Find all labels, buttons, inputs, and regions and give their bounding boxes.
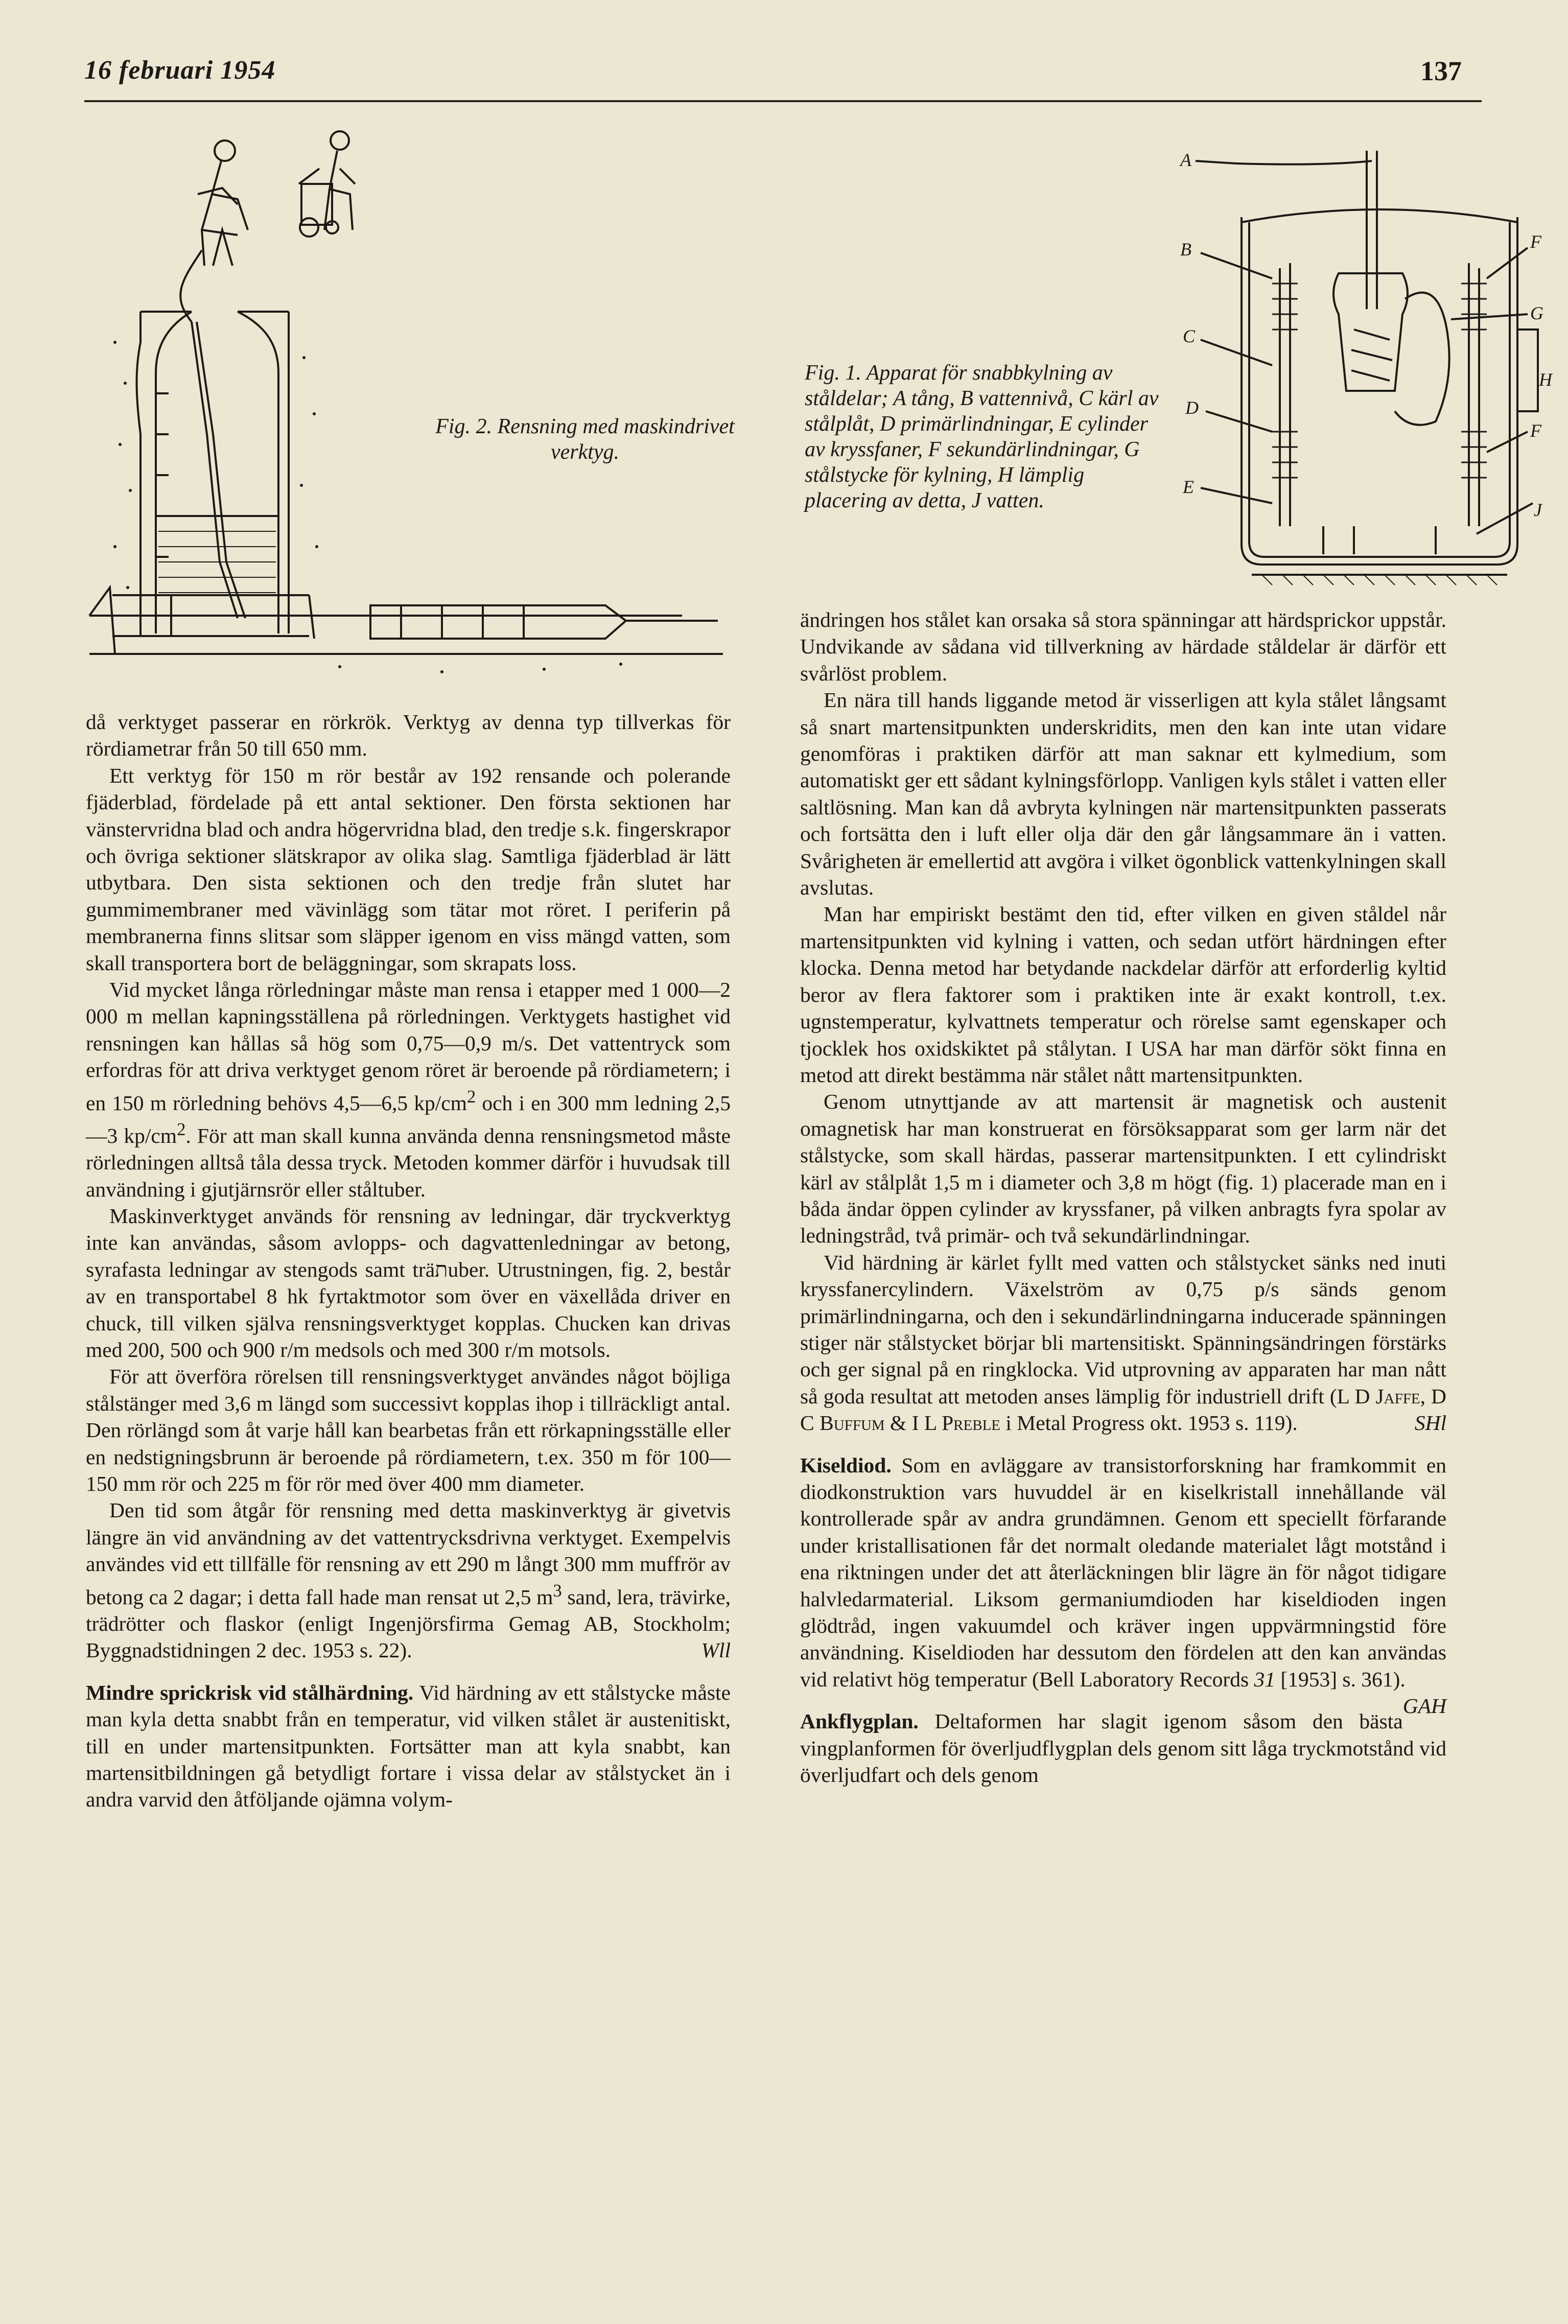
paragraph: Mindre sprickrisk vid stålhärdning. Vid härdning av ett stålstycke måste man kyla detta snabbt från en temperatur, vid vilken stålet är austenitiskt, till en under martensitpunkten. Fortsätter man att kyla snabbt, kan martensitbildningen gå betydligt fortare i vissa delar av stålstycket än i andra varvid den åtföljande ojämna volym- <box>86 1680 731 1812</box>
label-D: D <box>1185 397 1199 418</box>
paragraph: Ankflygplan. Deltaformen har slagit igenom såsom den bästa vingplanformen för överljudflygplan dels genom sitt låga tryckmotstånd vid överljudfart och dels genom <box>800 1709 1446 1787</box>
page-number: 137 <box>1420 56 1462 86</box>
paragraph: För att överföra rörelsen till rensningsverktyget användes något böjliga stålstänger med 3,6 m längd som successivt kopplas ihop i tillräckligt antal. Den rörlängd som åt varje håll kan bearbetas från ett rörkapningsställe eller en nedstigningsbrunn är beroende på rördiametern, t.ex. 350 m för 100—150 mm rör och 225 m för rör med över 400 mm diameter. <box>86 1365 731 1496</box>
paragraph: Genom utnyttjande av att martensit är magnetisk och austenit omagnetisk har man konstruerat en försöksapparat som ger larm när det stålstycke, som skall härdas, passerar martensitpunkten. I ett cylindriskt kärl av stålplåt 1,5 m i diameter och 3,8 m högt (fig. 1) placerade man en i båda ändar öppen cylinder av kryssfaner, på vilken anbragts fyra spolar av ledningstråd, två primär- och två sekundärlindningar. <box>800 1090 1446 1248</box>
paragraph: då verktyget passerar en rörkrök. Verktyg av denna typ tillverkas för rördiametrar från 50 till 650 mm. <box>86 710 731 761</box>
figure-1-caption: Fig. 1. Apparat för snabbkylning av ståldelar; A tång, B vattennivå, C kärl av stålplåt, D primärlindningar, E cylinder av kryssfaner, F sekundärlindningar, G stålstycke för kylning, H lämplig placering av detta, J vatten. <box>805 361 1159 512</box>
paragraph: Vid härdning är kärlet fyllt med vatten och stålstycket sänks ned inuti kryssfanercylindern. Växelström av 0,75 p/s sänds genom primärlindningarna, och den i sekundärlindningarna inducerade spänningen stiger när stålstycket börjar bli martensitiskt. Spänningsändringen förstärks och ger signal på en ringklocka. Vid utprovning av apparaten har man nått så goda resultat att metoden anses lämplig för industriell drift (L D Jaffe, D C Buffum & I L Preble i Metal Progress okt. 1953 s. 119). SHl <box>800 1249 1446 1437</box>
figure-1-diagram <box>1170 146 1552 595</box>
label-A: A <box>1180 150 1191 170</box>
figure-2-illustration <box>84 128 733 690</box>
label-B: B <box>1180 239 1191 260</box>
figure-2-caption: Fig. 2. Rensning med maskindrivet verktyg. <box>435 415 735 464</box>
paragraph: Ett verktyg för 150 m rör består av 192 rensande och polerande fjäderblad, fördelade på ett antal sektioner. Den första sektionen har vänstervridna blad och andra högervridna blad, den tredje s.k. fingerskrapor och övriga sektioner slätskrapor av olika slag. Samtliga fjäderblad är lätt utbytbara. Den sista sektionen och den tredje från slutet har gummimembraner med vävinlägg som tätar mot röret. I periferin på membranerna finns slitsar som släpper igenom en viss mängd vatten, som skall transportera bort de beläggningar, som skrapats loss. <box>86 763 731 975</box>
author-signature: GAH <box>1402 1694 1446 1718</box>
label-F-upper: F <box>1530 231 1541 252</box>
label-H: H <box>1539 369 1552 390</box>
label-C: C <box>1183 326 1196 346</box>
paragraph: Vid mycket långa rörledningar måste man rensa i etapper med 1 000—2 000 m mellan kapningsställena på rörledningen. Verktygets hastighet vid rensningen kan hållas så hög som 0,75—0,9 m/s. Det vattentryck som erfordras för att driva verktyget genom röret är beroende på rördiametern; i en 150 m rörledning behövs 4,5—6,5 $kp/cm^2$ och i en 300 mm ledning 2,5—3 $kp/cm^2$. För att man skall kunna använda denna rensningsmetod måste rörledningen alltså tåla dessa tryck. Metoden kommer därför i huvudsak till användning i gjutjärnsrör eller ståltuber. <box>86 978 731 1201</box>
label-J: J <box>1534 500 1542 520</box>
label-F-lower: F <box>1530 420 1541 441</box>
label-G: G <box>1530 303 1543 323</box>
author-signature: Wll <box>701 1638 731 1662</box>
section-heading: Mindre sprickrisk vid stålhärdning. <box>86 1680 414 1704</box>
label-E: E <box>1183 477 1194 497</box>
paragraph: ändringen hos stålet kan orsaka så stora spänningar att härdsprickor uppstår. Undvikande av sådana vid tillverkning av härdade ståldelar är därför ett svårlöst problem. <box>800 608 1446 685</box>
section-heading: Kiseldiod. <box>800 1453 892 1477</box>
paragraph: Kiseldiod. Som en avläggare av transistorforskning har framkommit en diodkonstruktion vars huvuddel är en kiselkristall innehållande väl kontrollerade spår av andra grundämnen. Genom ett speciellt förfarande under kristallisationen får det normalt oledande materialet lågt motstånd i ena riktningen under det att återläckningen blir lägre än för något tidigare halvledarmaterial. Liksom germaniumdioden har kiseldioden ingen glödtråd, ingen vakuumdel och kräver ingen uppvärmningstid före användning. Kiseldioden har dessutom den fördelen att den kan användas vid relativt hög temperatur (Bell Laboratory Records 31 [1953] s. 361). GAH <box>800 1452 1446 1693</box>
paragraph: Man har empiriskt bestämt den tid, efter vilken en given ståldel når martensitpunkten vid kylning i vatten, och sedan utfört härdningen efter klocka. Denna metod har betydande nackdelar därför att erforderlig kyltid beror av flera faktorer som i praktiken inte är exakt kontroll, t.ex. ugnstemperatur, kylvattnets temperatur och rörelse samt egenskaper och tjocklek hos oxidskiktet på stålytan. I USA har man därför sökt finna en metod att direkt bestämma när stålet nått martensitpunkten. <box>800 902 1446 1087</box>
header-rule <box>84 100 1482 102</box>
issue-date: 16 februari 1954 <box>84 56 276 85</box>
page-header <box>0 0 1568 128</box>
paragraph: Maskinverktyget används för rensning av ledningar, där tryckverktyg inte kan användas, såsom avlopps- och dagvattenledningar av betong, syrafasta ledningar av stengods samt träתuber. Utrustningen, fig. 2, består av en transportabel 8 hk fyrtaktmotor som över en växellåda driver en chuck, till vilken själva rensningsverktyget kopplas. Chucken kan drivas med 200, 500 och 900 r/m medsols och med 300 r/m motsols. <box>86 1204 731 1361</box>
author-signature: SHl <box>1414 1411 1446 1435</box>
paragraph: Den tid som åtgår för rensning med detta maskinverktyg är givetvis längre än vid användning av det vattentrycksdrivna verktyget. Exempelvis användes vid ett tillfälle för rensning av ett 290 m långt 300 mm muffrör av betong ca 2 dagar; i detta fall hade man rensat ut 2,5 $m^3$ sand, lera, trävirke, trädrötter och flaskor (enligt Ingenjörsfirma Gemag AB, Stockholm; Byggnadstidningen 2 dec. 1953 s. 22). Wll <box>86 1497 731 1663</box>
right-column <box>800 606 1446 1788</box>
left-column <box>86 709 731 1813</box>
paragraph: En nära till hands liggande metod är visserligen att kyla stålet långsamt så snart martensitpunkten underskridits, men den kan inte utan vidare genomföras i praktiken därför att man saknar ett kylmedium, som automatiskt ger ett sådant kylningsförlopp. Vanligen kyls stålet i vatten eller saltlösning. Man kan då avbryta kylningen när martensitpunkten passerats och fortsätta den i luft eller olja där den går långsammare än i vatten. Svårigheten är emellertid att avgöra i vilket ögonblick vattenkylningen skall avslutas. <box>800 688 1446 900</box>
section-heading: Ankflygplan. <box>800 1709 919 1733</box>
